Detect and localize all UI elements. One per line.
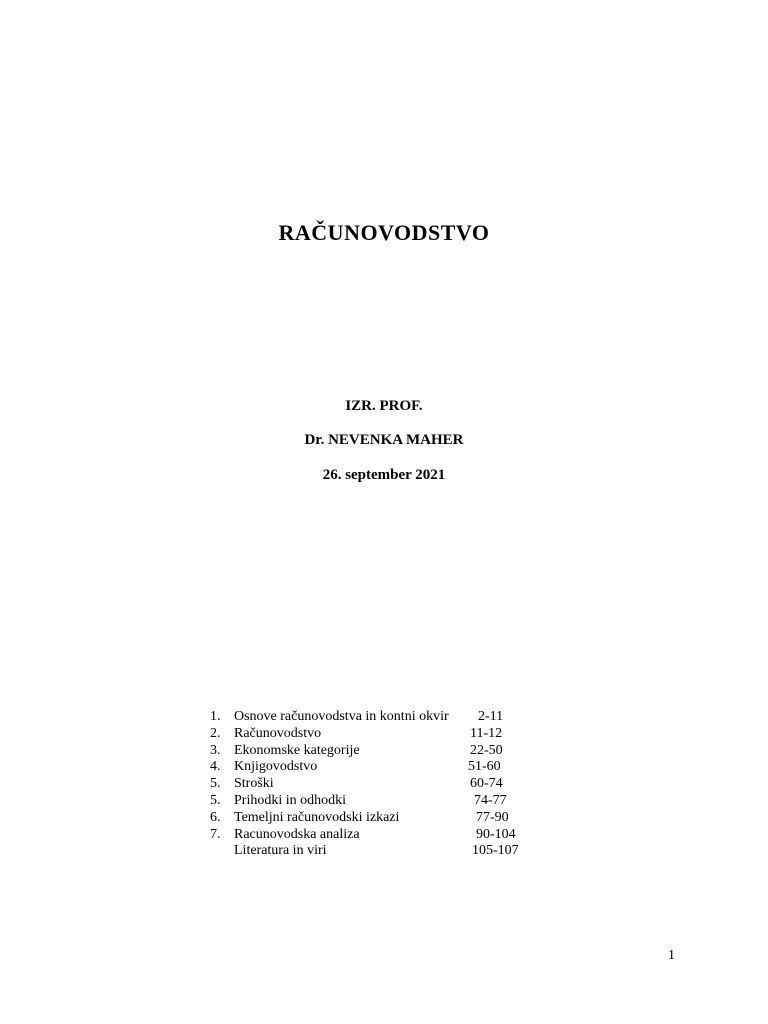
- toc-number: 5.: [210, 792, 221, 808]
- document-title: RAČUNOVODSTVO: [278, 220, 490, 245]
- toc-label: Osnove računovodstva in kontni okvir: [234, 709, 449, 724]
- toc-pages: 51-60: [468, 759, 501, 775]
- toc-row: [0, 776, 768, 793]
- toc-number: 7.: [210, 826, 221, 842]
- page-number: 1: [668, 948, 675, 963]
- toc-row: [0, 743, 768, 760]
- toc-label: Računovodstvo: [234, 725, 322, 741]
- document-date: 26. september 2021: [322, 467, 446, 483]
- toc-pages: 22-50: [470, 742, 503, 758]
- toc-label: Stroški: [234, 776, 274, 792]
- toc-row: [0, 709, 768, 726]
- toc-number: 2.: [210, 725, 221, 741]
- toc-number: 6.: [210, 809, 221, 825]
- toc-label: Prihodki in odhodki: [234, 792, 347, 808]
- author-title: IZR. PROF.: [345, 398, 423, 414]
- toc-row: [0, 843, 768, 860]
- toc-pages: 77-90: [476, 809, 509, 825]
- toc-pages: 2-11: [478, 709, 504, 724]
- toc-label: Temeljni računovodski izkazi: [234, 809, 400, 825]
- toc-number: 1.: [210, 709, 221, 724]
- table-of-contents: [0, 709, 768, 860]
- toc-row: [0, 793, 768, 810]
- toc-row: [0, 810, 768, 827]
- toc-row: [0, 827, 768, 844]
- toc-row: [0, 726, 768, 743]
- toc-pages: 105-107: [472, 843, 519, 859]
- toc-label: Literatura in viri: [234, 843, 327, 859]
- toc-number: 5.: [210, 776, 221, 792]
- author-name: Dr. NEVENKA MAHER: [304, 432, 464, 448]
- toc-row: [0, 759, 768, 776]
- toc-label: Ekonomske kategorije: [234, 742, 360, 758]
- toc-pages: 90-104: [476, 826, 516, 842]
- toc-number: 4.: [210, 759, 221, 775]
- toc-number: 3.: [210, 742, 221, 758]
- toc-label: Knjigovodstvo: [234, 759, 318, 775]
- toc-pages: 74-77: [474, 792, 507, 808]
- toc-pages: 60-74: [470, 776, 503, 792]
- toc-label: Racunovodska analiza: [234, 826, 360, 842]
- toc-pages: 11-12: [470, 725, 503, 741]
